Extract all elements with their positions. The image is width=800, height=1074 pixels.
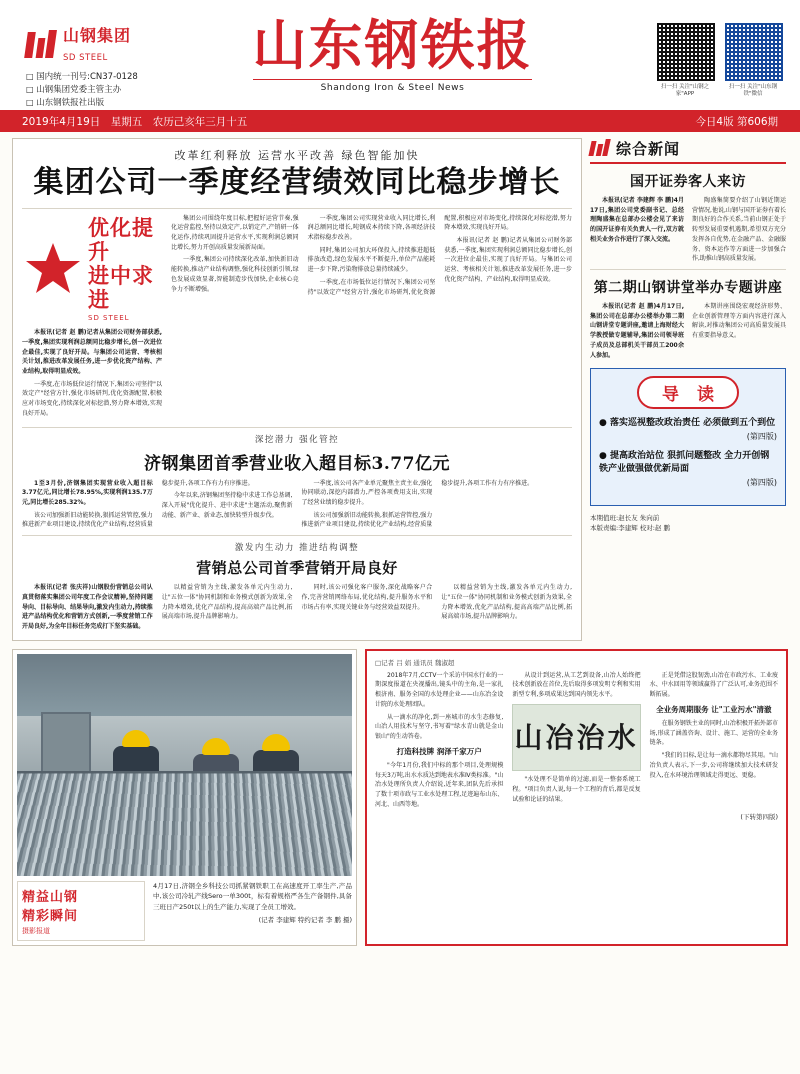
paper-title-cn: 山东钢铁报 [252, 13, 533, 77]
guide-badge: 导 读 [637, 376, 739, 409]
paragraph: 在服务钢铁主业的同时,山冶积极开拓外部市场,形成了涵盖咨询、设计、施工、运营的全业务链条。 [649, 720, 778, 747]
qr-code-image [724, 22, 784, 82]
news1-body [590, 196, 786, 264]
feature-story [365, 649, 788, 946]
paragraph: 一季度,集团公司持续深化改革,加快新旧动能转换,推动产业结构调整,强化科技创新引领,绿色发展成效显著,智能制造步伐加快,企业核心竞争力不断增强。 [171, 256, 299, 293]
divider [22, 535, 572, 536]
masthead-left [26, 26, 201, 111]
article-jinan-steel [22, 433, 572, 531]
paragraph: 本报讯(记者 李建辉 李 鹏)4月17日,集团公司党委副书记、总经理陶盛集在总部办公楼会见了来访的国开证券有关负责人一行,双方就相关业务合作进行了深入交流。 [590, 197, 684, 243]
paragraph: 本报讯(记者 张庆祥)山钢股份营销总公司认真贯彻落实集团公司年度工作会议精神,坚持问题导向、目标导向、结果导向,激发内生动力,持续推进产品结构优化和营销方式创新,一季度营销工作开局良好,为全年目标任务完成打下坚实基础。 [22, 584, 153, 630]
article2-body [22, 479, 572, 531]
paragraph: 本报讯(记者 赵 鹏)记者从集团公司财务部获悉,一季度,集团实现利润总额同比稳步增长,创一次进位企最佳,实现了良好开局。与集团公司运营、考核相关计划,推进改革发展任务,进一步优化资产结构、产业结构,取得明显成效。 [22, 329, 162, 375]
group-logo-en: SD STEEL [63, 53, 108, 63]
guide-box [590, 368, 786, 506]
guide-item-page: (第四版) [746, 477, 777, 487]
colophon [590, 513, 786, 534]
section-bars-icon [590, 141, 609, 156]
article3-body [22, 583, 572, 632]
photo-caption [153, 881, 352, 941]
issn-line: □ 山钢集团党委主管主办 [26, 84, 201, 97]
paragraph: 本期讲座围绕宏观经济形势、企业创新管理等方面内容进行深入解读,对推动集团公司高质量发展具有重要指导意义。 [692, 303, 786, 340]
factory-photo [17, 654, 352, 876]
emblem-sub: SD STEEL [88, 314, 130, 323]
guide-item-page: (第四版) [746, 431, 777, 441]
paragraph: 该公司加强新旧动能转换,狠抓运营管控,强力推进新产业项目建设,持续优化产业结构,经营质量稳步提升,各项工作有力有序推进。 [22, 479, 254, 529]
emblem-line1: 精益山钢 [22, 889, 79, 905]
paragraph: 正是凭借这股韧劲,山冶在市政污水、工业废水、中水回用等领域赢得了广泛认可,业务范围不断拓展。 [649, 671, 778, 699]
guide-item-text: 落实巡视整改政治责任 必须做到五个到位 [610, 418, 776, 429]
story-continuation: (下转第四版) [740, 813, 778, 822]
guide-item[interactable] [599, 417, 777, 443]
issn-list [26, 71, 201, 111]
story-body [375, 671, 778, 810]
divider [590, 269, 786, 270]
article3-headline: 营销总公司首季营销开局良好 [196, 559, 398, 578]
lead-body-left [22, 328, 162, 421]
sidebar-news-2 [590, 277, 786, 360]
qr-caption: 扫一扫 关注"山东钢铁"微信 [728, 84, 778, 97]
sd-steel-logo-icon [26, 30, 56, 60]
caption-text: 4月17日,济钢全乡科技公司抓紧钢铁职工在高速度开工率生产,产品中,该公司冷轧产线Sero一单300t，标有着规格严各生产备钢件,具备三班日产250t以上的生产能力,实现了全员工增效。 [153, 881, 352, 911]
bullet-icon: ● [599, 450, 607, 461]
section-header [590, 138, 786, 164]
paragraph: 一季度,在市场低位运行情况下,集团公司坚持"以效定产"经营方针,强化市场研判,优化资源配置,积极应对市场变化,持续深化对标挖潜,努力降本增效,实现良好开局。 [22, 380, 162, 417]
paragraph: 同时,集团公司加大环保投入,持续推进超低排放改造,绿色发展水平不断提升,单位产品能耗进一步下降,污染物排放总量持续减少。 [307, 246, 436, 274]
paragraph: "我们的目标,是让每一滴水都物尽其用。"山冶负责人表示,下一步,公司将继续加大技术研发投入,在水环境治理领域走得更远、更稳。 [649, 752, 778, 779]
story-section-title: 全业务周期服务 让"工业污水"清澈 [656, 704, 772, 714]
article2-headline: 济钢集团首季营业收入超目标3.77亿元 [144, 453, 450, 474]
masthead-qr-codes [656, 22, 782, 97]
qr-caption: 扫一扫 关注"山钢之家"APP [660, 84, 710, 97]
colophon-line: 本版责编:李建辉 校对:赵 鹏 [590, 524, 671, 533]
paragraph: 一季度,该公司各产业单元聚焦主责主业,强化协同联动,深挖内部潜力,严控各项费用支出,实现了经营业绩的稳步提升。 [301, 479, 433, 506]
emblem-line3: 摄影报道 [22, 926, 50, 935]
news1-title: 国开证券客人来访 [630, 174, 746, 190]
sidebar-column [590, 138, 786, 534]
lead-article [12, 138, 582, 641]
emblem-line2: 进中求进 [88, 262, 154, 312]
news2-body [590, 302, 786, 360]
photo-steel-coil [17, 771, 352, 876]
qr-code-image [656, 22, 716, 82]
lead-kicker: 改革红利释放 运营水平改善 绿色智能加快 [174, 149, 420, 162]
news2-title: 第二期山钢讲堂举办专题讲座 [593, 280, 783, 297]
date-bar [0, 110, 800, 132]
lead-headline: 集团公司一季度经营绩效同比稳步增长 [33, 165, 561, 200]
issue-number: 今日4版 第606期 [695, 115, 778, 128]
paragraph: 从一滴水的净化,到一座城市的水生态修复,山冶人用技术与坚守,书写着"绿水青山就是金山银山"的生动答卷。 [375, 713, 504, 741]
paragraph: "今年1月份,我们中标的那个项目,处理规模每天3万吨,出水水质达到地表水准Ⅳ类标准。"山冶水处理所负责人介绍说,近年来,团队先后承担了数十项市政与工业水处理工程,足迹遍布山东、河北、山西等地。 [375, 761, 504, 808]
masthead [0, 0, 800, 110]
paragraph: 陶盛集简要介绍了山钢近期运营情况,他说,山钢与国开证券有着长期良好的合作关系,当前山钢正处于转型发展重要机遇期,希望双方充分发挥各自优势,在金融产品、金融服务、资本运作等方面进一步加强合作,助推山钢高质量发展。 [692, 197, 786, 263]
story-byline: □记者 吕 娟 通讯员 魏淑超 [375, 658, 455, 667]
caption-credit: (记者 李建辉 特约记者 李 鹏 摄) [258, 915, 352, 924]
paragraph: 1至3月份,济钢集团实现营业收入超目标3.77亿元,同比增长78.95%,实现利润135.7万元,同比增长285.32%。 [22, 479, 153, 506]
qr-app[interactable] [656, 22, 714, 97]
paragraph: 一季度,集团公司实现营业收入同比增长,利润总额同比增长,吨钢成本持续下降,各项经济技术指标稳步改善。 [307, 214, 436, 241]
paragraph: 从设计到运营,从工艺到设备,山冶人始终把技术创新放在首位,先后取得多项发明专利和实用新型专利,多项成果达到国内领先水平。 [512, 671, 641, 699]
paragraph: 今年以来,济钢集团坚持稳中求进工作总基调,深入开展"优化提升、进中求进"主题活动,聚焦新动能、新产业、新业态,加快转型升级步伐。 [161, 492, 293, 519]
paragraph: "水处理不是简单的过滤,而是一整套系统工程。"项目负责人说,每一个工程的背后,都是反复试验和论证的结果。 [512, 776, 641, 803]
photo-feature [12, 649, 357, 946]
paragraph: 一季度,在市场低位运行情况下,集团公司坚持"以效定产"经营方针,强化市场研判,优化资源配置,积极应对市场变化,持续深化对标挖潜,努力降本增效,实现良好开局。 [307, 214, 572, 296]
photo-ceiling [17, 654, 352, 716]
lead-body-right [171, 214, 572, 422]
story-section-title: 打造科技牌 润泽千家万户 [396, 746, 482, 756]
paper-title-en: Shandong Iron & Steel News [320, 83, 465, 93]
divider [22, 208, 572, 209]
article-marketing [22, 541, 572, 632]
issn-line: □ 山东钢铁报社出版 [26, 97, 201, 110]
group-logo [26, 26, 201, 64]
paragraph: 本报讯(记者 赵 鹏)记者从集团公司财务部获悉,一季度,集团实现利润总额同比稳步增长,创一次进位企最佳,实现了良好开局。与集团公司运营、考核相关计划,推进改革发展任务,进一步优化资产结构、产业结构,取得明显成效。 [444, 236, 572, 283]
photo-door [41, 712, 91, 780]
story-title: 山冶治水 [512, 704, 640, 771]
divider [22, 427, 572, 428]
group-logo-cn: 山钢集团 [63, 26, 132, 45]
paragraph: 本报讯(记者 赵 鹏)4月17日,集团公司在总部办公楼举办第二期山钢讲堂专题讲座,邀请上海财经大学教授做专题辅导,集团公司领导班子成员及总部机关干部员工200余人参加。 [590, 303, 684, 359]
emblem-line1: 优化提升 [88, 214, 154, 264]
sidebar-news-1 [590, 171, 786, 264]
masthead-title-block [215, 13, 570, 93]
article3-kicker: 激发内生动力 推进结构调整 [234, 543, 360, 554]
paragraph: 同时,该公司强化客户服务,深化战略客户合作,完善营销网络布局,优化结构,提升服务水平和市场占有率,实现关键业务与经营效益双提升。 [301, 584, 433, 611]
paragraph: 以精益营销为主线,激发各单元内生动力,让"五位一体"协同机制和业务模式创新为效果,全力降本增效,优化产品结构,提高高端产品比例,拓展高端市场,提升品牌影响力。 [161, 584, 293, 621]
paragraph: 2018年7月,CCTV一个采访中国水行业的一期深度报道在央视播出,镜头中的主角,是一家扎根济南、服务全国的水处理企业——山东冶金设计院的水处理团队。 [375, 671, 504, 708]
paragraph: 该公司加强新旧动能转换,狠抓运营管控,强力推进新产业项目建设,持续优化产业结构,经营质量稳步提升,各项工作有力有序推进。 [301, 479, 534, 529]
colophon-line: 本期值班:赵长友 朱向前 [590, 513, 660, 522]
main-column [12, 138, 582, 641]
guide-item[interactable] [599, 450, 777, 489]
page-content [0, 132, 800, 641]
issue-date: 2019年4月19日 星期五 农历己亥年三月十五 [22, 115, 248, 128]
title-divider [253, 79, 532, 80]
paragraph: 以精益营销为主线,激发各单元内生动力,让"五位一体"协同机制和业务模式创新为效果,全力降本增效,优化产品结构,提高高端产品比例,拓展高端市场,提升品牌影响力。 [441, 584, 572, 621]
qr-wechat[interactable] [724, 22, 782, 97]
section-label: 综合新闻 [616, 140, 681, 158]
guide-list [599, 417, 777, 489]
paragraph: 集团公司围绕年度目标,把握好运营节奏,强化运营监控,坚持以效定产,以销定产,产销研一体化运作,持续巩固提升运营水平,实现利润总额同比增长,努力开创高质量发展新局面。 [171, 214, 299, 251]
bullet-icon: ● [599, 418, 607, 429]
bottom-section [0, 641, 800, 956]
campaign-emblem [24, 216, 162, 323]
article2-kicker: 深挖潜力 强化管控 [254, 434, 340, 445]
photo-emblem [17, 881, 145, 941]
guide-item-text: 提高政治站位 狠抓问题整改 全力开创钢铁产业做强做优新局面 [599, 450, 770, 475]
photo-cutline [17, 881, 352, 941]
issn-line: □ 国内统一刊号:CN37-0128 [26, 71, 201, 84]
red-star-icon [24, 241, 82, 297]
emblem-line2: 精彩瞬间 [22, 908, 79, 924]
